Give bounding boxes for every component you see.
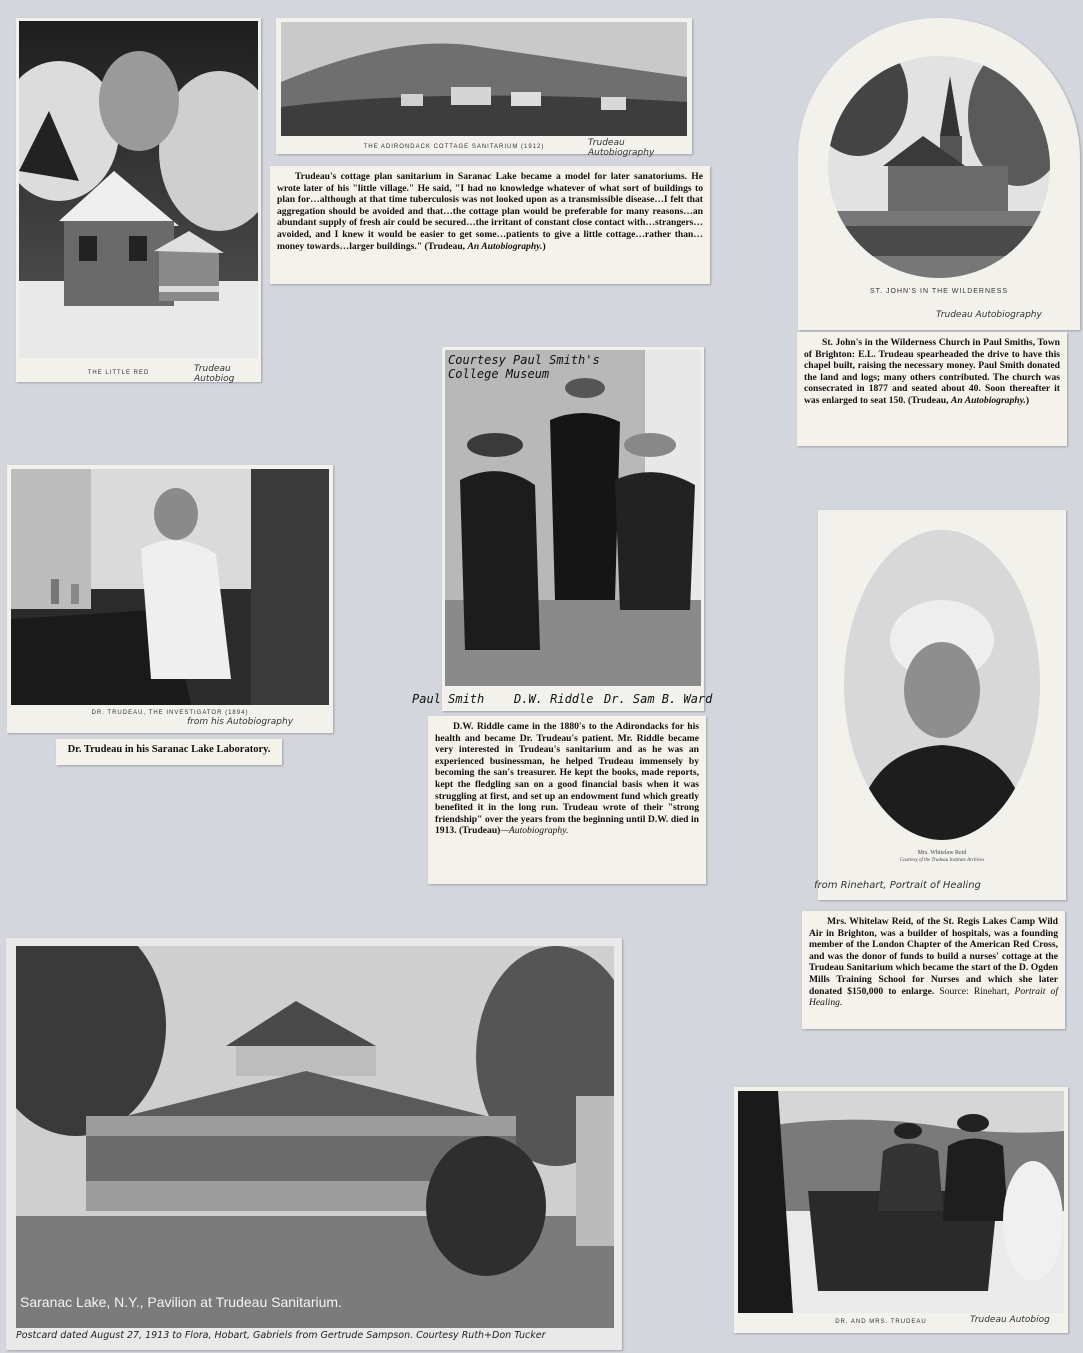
name-sam-ward: Dr. Sam B. Ward: [604, 692, 713, 706]
courtesy-line-1: Courtesy Paul Smith's: [448, 353, 600, 367]
little-red-photo: [19, 21, 258, 358]
little-red-card: [16, 18, 261, 382]
pavilion-card: [6, 938, 622, 1350]
pavilion-caption: Saranac Lake, N.Y., Pavilion at Trudeau Sanitarium.: [20, 1294, 342, 1310]
sleigh-credit: Trudeau Autobiog: [970, 1315, 1050, 1325]
mrs-reid-caption-courtesy: Courtesy of the Trudeau Institute Archives: [899, 858, 985, 863]
name-dw-riddle: D.W. Riddle: [514, 692, 594, 706]
sanitarium-view-caption: THE ADIRONDACK COTTAGE SANITARIUM (1912): [363, 144, 545, 150]
sanitarium-view-credit: Trudeau Autobiography: [588, 138, 655, 158]
mrs-reid-photo: [844, 530, 1040, 840]
investigator-photo: [11, 469, 329, 705]
little-red-credit: Trudeau Autobiog: [194, 364, 235, 384]
sleigh-caption: DR. AND MRS. TRUDEAU: [835, 1319, 927, 1325]
three-men-card: [442, 347, 704, 711]
sanitarium-view-photo: [281, 22, 687, 136]
st-johns-credit: Trudeau Autobiography: [936, 310, 1042, 320]
st-johns-card: [798, 18, 1080, 330]
mrs-reid-credit: from Rinehart, Portrait of Healing: [814, 880, 981, 891]
pavilion-photo: [16, 946, 614, 1328]
investigator-credit: from his Autobiography: [187, 717, 294, 727]
st-johns-text: St. John's in the Wilderness Church in Paul Smiths, Town of Brighton: E.L. Trudeau spearheaded the drive to have this chapel built, raising the necessary money. Paul Smith donated the land and logs; many others contributed. The church was consecrated in 1877 and seated about 40. Soon thereafter it was enlarged to seat 150. (Trudeau, An Autobiography.): [797, 332, 1067, 446]
riddle-text: D.W. Riddle came in the 1880's to the Adirondacks for his health and became Dr. Trudeau's patient. Mr. Riddle became very interested in Trudeau's sanitarium and as he was an experienced businessman, he helped Trudeau immensely by becoming the san's treasurer. He kept the books, made reports, kept the fledgling san on a good financial basis when it was struggling at first, and set up an endowment fund which greatly benefited it in the long run. Trudeau wrote of their "strong friendship" over the years from the beginning until D.W. died in 1913. (Trudeau)—Autobiography.: [428, 716, 706, 884]
mrs-reid-card: [818, 510, 1066, 900]
courtesy-line-2: College Museum: [448, 367, 550, 381]
name-paul-smith: Paul Smith: [412, 692, 485, 706]
mrs-reid-text: Mrs. Whitelaw Reid, of the St. Regis Lakes Camp Wild Air in Brighton, was a builder of hospitals, was a founding member of the London Chapter of the American Red Cross, and was the donor of funds to build a nurses' cottage at the Trudeau Sanitarium which became the start of the D. Ogden Mills Training School for Nurses and which she later donated $150,000 to enlarge. Source: Rinehart, Portrait of Healing.: [802, 911, 1065, 1029]
sanitarium-view-card: [276, 18, 692, 158]
sleigh-photo: [738, 1091, 1064, 1313]
sleigh-card: [734, 1087, 1068, 1333]
investigator-label: Dr. Trudeau in his Saranac Lake Laboratory.: [56, 739, 282, 765]
st-johns-photo: [828, 56, 1050, 278]
investigator-card: [7, 465, 333, 733]
mrs-reid-caption-name: Mrs. Whitelaw Reid: [917, 850, 967, 856]
three-men-photo: [445, 350, 701, 686]
postcard-note: Postcard dated August 27, 1913 to Flora, Hobart, Gabriels from Gertrude Sampson. Courtesy Ruth+Don Tucker: [16, 1330, 546, 1341]
st-johns-caption: ST. JOHN'S IN THE WILDERNESS: [869, 288, 1009, 295]
cottage-plan-text: Trudeau's cottage plan sanitarium in Saranac Lake became a model for later sanatoriums. He wrote later of his "little village." He said, "I had no knowledge whatever of what sort of buildings to plan for…although at that time tuberculosis was not looked upon as a transmissible disease…I felt that aggregation should be avoided and that…the cottage plan would be preferable for many reasons…an abundant supply of fresh air could be secured…the irritant of constant close contact with…strangers…avoided, and I knew it would be easier to get some…patients to give a little cottage…rather than…money towards…larger buildings." (Trudeau, An Autobiography.): [270, 166, 710, 284]
investigator-caption: DR. TRUDEAU, THE INVESTIGATOR (1894): [91, 710, 249, 716]
little-red-caption: THE LITTLE RED: [87, 370, 150, 376]
